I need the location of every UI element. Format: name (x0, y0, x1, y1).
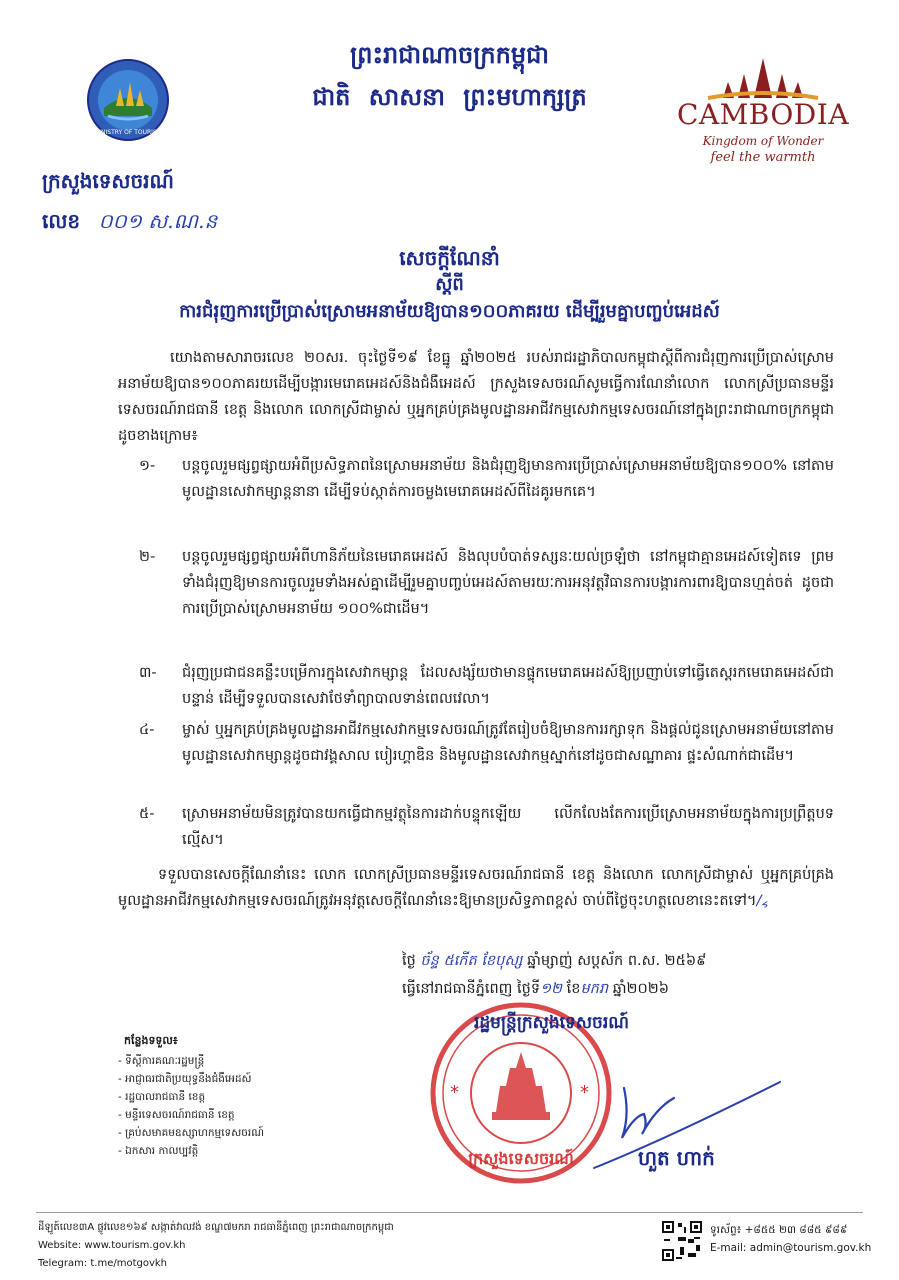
kingdom-title: ព្រះរាជាណាចក្រកម្ពុជា (350, 40, 549, 69)
closing-mark: /៹ (756, 893, 769, 909)
recipient-item: - អាជ្ញាធរជាតិប្រយុទ្ធនឹងជំងឺអេដស៍ (118, 1073, 252, 1085)
reference-value: ០០១ ស.ណ.ន (98, 209, 218, 233)
ministry-logo-label: MINISTRY OF TOURISM (94, 129, 162, 136)
reference-number (42, 208, 217, 238)
document-title: សេចក្ដីណែនាំ (399, 246, 500, 270)
list-item-text: ម្ចាស់ ឬអ្នកគ្រប់គ្រងមូលដ្ឋានអាជីវកម្មសេវាកម្មទេសចរណ៍ត្រូវតែរៀបចំឱ្យមានការរក្សាទុក និងផ្ដល់ជូនស្រោមអនាម័យនៅតាមមូលដ្ឋានសេវាកម្សាន្តដូចជាវង្គសាល បៀរហ្គាឌិន និងមូលដ្ឋានសេវាកម្មស្នាក់នៅដូចជាសណ្ឋាគារ ផ្ទះសំណាក់ជាដើម។ (182, 722, 834, 764)
svg-text:*: * (450, 1082, 459, 1103)
qr-code-icon (660, 1219, 704, 1263)
stamp-text: ក្រសួងទេសចរណ៍ (468, 1149, 574, 1168)
lunar-date-suffix: ឆ្នាំម្សាញ់ សប្តស័ក ព.ស. ២៥៦៩ (527, 953, 707, 969)
list-item-number: ៤- (139, 722, 155, 738)
svg-text:*: * (580, 1082, 589, 1103)
closing-paragraph (118, 862, 834, 914)
footer-website[interactable]: Website: www.tourism.gov.kh (38, 1240, 186, 1251)
signer-name: ហួត ហាក់ (638, 1146, 715, 1170)
list-item-number: ៣- (139, 665, 157, 681)
solar-date-prefix: ធ្វើនៅរាជធានីភ្នំពេញ ថ្ងៃទី (402, 981, 541, 997)
angkor-temple-icon (668, 52, 858, 102)
lunar-date (402, 952, 706, 973)
lunar-date-prefix: ថ្ងៃ (402, 953, 416, 969)
list-item-text: បន្តចូលរួមផ្សព្វផ្សាយអំពីហានិភ័យនៃមេរោគអេដស៍ និងលុបបំបាត់ទស្សនៈយល់ច្រឡំថា នៅកម្ពុជាគ្មានអេដស៍ទៀតទេ ព្រមទាំងជំរុញឱ្យមានការចូលរួមទាំងអស់គ្នាដើម្បីរួមគ្នាបញ្ចប់អេដស៍តាមរយៈការអនុវត្តវិធានការបង្ការការពារឱ្យបានហ្មត់ចត់ ដូចជាការប្រើប្រាស់ស្រោមអនាម័យ ១០០%ជាដើម។ (182, 549, 834, 617)
footer-telegram[interactable]: Telegram: t.me/motgovkh (38, 1258, 168, 1269)
footer-divider (36, 1212, 863, 1213)
solar-date-year: ឆ្នាំ២០២៦ (612, 981, 669, 997)
list-item-number: ១- (139, 458, 156, 474)
closing-text: ទទួលបានសេចក្ដីណែនាំនេះ លោក លោកស្រីប្រធានមន្ទីរទេសចរណ៍រាជធានី ខេត្ត និងលោក លោកស្រីជាម្ចាស់ ឬអ្នកគ្រប់គ្រងមូលដ្ឋានអាជីវកម្មសេវាកម្មទេសចរណ៍ត្រូវអនុវត្តសេចក្ដីណែនាំនេះឱ្យមានប្រសិទ្ធភាពខ្ពស់ ចាប់ពីថ្ងៃចុះហត្ថលេខានេះតទៅ។ (118, 867, 834, 909)
solar-date (402, 980, 669, 1001)
recipient-item: - មន្ទីរទេសចរណ៍រាជធានី ខេត្ត (118, 1109, 235, 1121)
recipient-item: - រដ្ឋបាលរាជធានី ខេត្ត (118, 1091, 206, 1103)
national-motto: ជាតិ សាសនា ព្រះមហាក្សត្រ (312, 82, 587, 111)
reference-label: លេខ (42, 209, 81, 233)
solar-date-month: មករា (580, 981, 609, 997)
cambodia-brand-logo (668, 52, 858, 170)
ministry-name: ក្រសួងទេសចរណ៍ (42, 169, 174, 193)
solar-date-month-label: ខែ (566, 981, 581, 997)
footer-phone: ទូរស័ព្ទ៖ +៨៥៥ ២៣ ៨៨៥ ៩៨៩ (710, 1224, 848, 1236)
list-item-number: ២- (139, 549, 156, 565)
signer-title: រដ្ឋមន្ត្រីក្រសួងទេសចរណ៍ (474, 1013, 629, 1033)
brand-tagline: Kingdom of Wonder (702, 134, 824, 148)
intro-paragraph: យោងតាមសារាចរលេខ ២០សរ. ចុះថ្ងៃទី១៩ ខែធ្នូ ឆ្នាំ២០២៥ របស់រាជរដ្ឋាភិបាលកម្ពុជាស្ដីពីការជំរុញការប្រើប្រាស់ស្រោមអនាម័យឱ្យបាន១០០ភាគរយដើម្បីបង្ការមេរោគអេដស៍និងជំងឺអេដស៍ ក្រសួងទេសចរណ៍សូមធ្វើការណែនាំលោក លោកស្រីប្រធានមន្ទីរទេសចរណ៍រាជធានី ខេត្ត និងលោក លោកស្រីជាម្ចាស់ ឬអ្នកគ្រប់គ្រងមូលដ្ឋានអាជីវកម្មសេវាកម្មទេសចរណ៍នៅក្នុងព្រះរាជាណាចក្រកម្ពុជា ដូចខាងក្រោម៖ (118, 350, 834, 444)
footer-address: ដីឡូត៍លេខ៣A ផ្លូវលេខ១៦៩ សង្កាត់វាលវង់ ខណ្ឌ៧មករា រាជធានីភ្នំពេញ ព្រះរាជាណាចក្រកម្ពុជា (38, 1222, 394, 1233)
list-item-text: ជំរុញប្រជាជនគន្លឹះបម្រើការក្នុងសេវាកម្សាន្ត ដែលសង្ស័យថាមានផ្ទុកមេរោគអេដស៍ឱ្យប្រញាប់ទៅធ្វើតេស្តរកមេរោគអេដស៍ជាបន្ទាន់ ដើម្បីទទួលបានសេវាថែទាំព្យាបាលទាន់ពេលវេលា។ (182, 665, 834, 707)
list-item-text: បន្តចូលរួមផ្សព្វផ្សាយអំពីប្រសិទ្ធភាពនៃស្រោមអនាម័យ និងជំរុញឱ្យមានការប្រើប្រាស់ស្រោមអនាម័យឱ្យបាន១០០% នៅតាមមូលដ្ឋានសេវាកម្សាន្តនានា ដើម្បីទប់ស្កាត់ការចម្លងមេរោគអេដស៍ពីដៃគូរមកគេ។ (182, 458, 834, 500)
brand-slogan: feel the warmth (710, 150, 816, 165)
document-subject: ការជំរុញការប្រើប្រាស់ស្រោមអនាម័យឱ្យបាន១០០ភាគរយ ដើម្បីរួមគ្នាបញ្ចប់អេដស៍ (179, 301, 720, 322)
lunar-date-handwritten: ច័ន្ទ ៥កើត ខែបុស្ស (420, 953, 523, 969)
list-item-number: ៥- (139, 806, 155, 822)
recipients-heading: កន្លែងទទួល៖ (124, 1034, 178, 1047)
list-item-text: ស្រោមអនាម័យមិនត្រូវបានយកធ្វើជាកម្មវត្ថុនៃការដាក់បន្ទុកឡើយ លើកលែងតែការប្រើស្រោមអនាម័យក្នុងការប្រព្រឹត្តបទល្មើស។ (182, 806, 834, 848)
recipient-item: - ទីស្ដីការគណៈរដ្ឋមន្ត្រី (118, 1055, 205, 1067)
recipient-item: - គ្រប់សមាគមឧស្សាហកម្មទេសចរណ៍ (118, 1127, 265, 1139)
recipients-list (118, 1052, 264, 1160)
footer-email[interactable]: E-mail: admin@tourism.gov.kh (710, 1242, 872, 1254)
solar-date-day: ១២ (540, 981, 563, 997)
recipient-item: - ឯកសារ កាលប្បវត្តិ (118, 1145, 199, 1157)
brand-name: CAMBODIA (676, 98, 850, 131)
document-about: ស្ដីពី (435, 274, 464, 295)
